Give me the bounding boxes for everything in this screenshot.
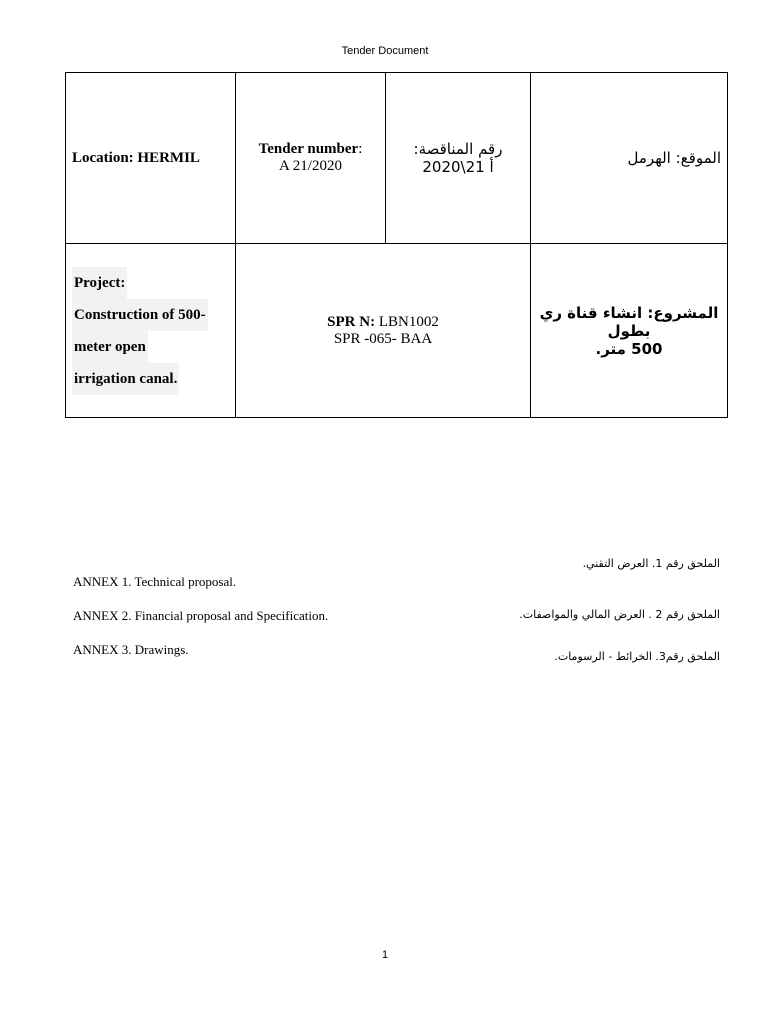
annex-3-en: ANNEX 3. Drawings. [73, 642, 189, 657]
annex-1-en: ANNEX 1. Technical proposal. [73, 574, 237, 589]
page-header: Tender Document [341, 45, 429, 57]
project-cell [66, 244, 236, 418]
project-ar-line-1: المشروع: انشاء قناة ري بطول [539, 303, 719, 340]
location-ar-label: الموقع: الهرمل [627, 149, 721, 167]
annex-1-ar: الملحق رقم 1. العرض التقني. [582, 557, 720, 570]
table-row [66, 244, 728, 418]
tender-number-ar-value: أ 21\2020 [422, 158, 494, 176]
location-label: Location: HERMIL [72, 149, 200, 166]
annex-2-en: ANNEX 2. Financial proposal and Specification. [73, 608, 329, 623]
tender-number-ar-cell [386, 73, 531, 244]
location-cell [66, 73, 236, 244]
project-line-4: irrigation canal. [72, 363, 179, 395]
tender-number-label: Tender number [258, 141, 359, 157]
location-ar-cell [531, 73, 728, 244]
spr-label: SPR N: [327, 313, 376, 330]
table-row [66, 73, 728, 244]
annex-3-ar: الملحق رقم3. الخرائط - الرسومات. [554, 650, 720, 663]
tender-number-colon: : [358, 141, 363, 157]
project-ar-line-2: 500 متر. [595, 339, 663, 358]
tender-number-value: A 21/2020 [279, 158, 342, 174]
project-line-2: Construction of 500- [72, 299, 208, 331]
spr-value: LBN1002 [375, 313, 439, 330]
project-line-3: meter open [72, 331, 148, 363]
project-line-1: Project: [72, 267, 127, 299]
page-number: 1 [381, 949, 389, 961]
tender-number-ar-label: رقم المناقصة: [413, 140, 503, 158]
tender-info-table [65, 72, 728, 418]
spr-cell [236, 244, 531, 418]
spr-line-2: SPR -065- BAA [333, 330, 433, 347]
tender-number-cell [236, 73, 386, 244]
project-ar-cell [531, 244, 728, 418]
annex-2-ar: الملحق رقم 2 . العرض المالي والمواصفات. [519, 608, 720, 621]
